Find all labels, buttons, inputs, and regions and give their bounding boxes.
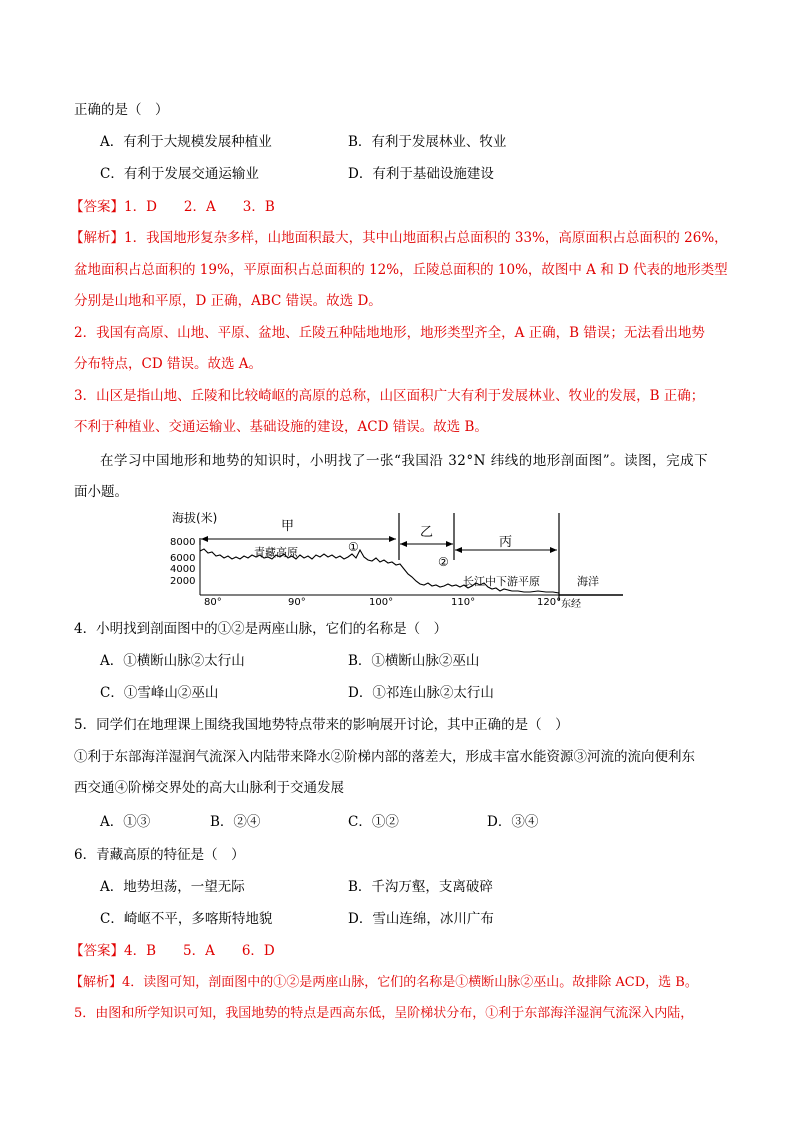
x-tick-label: 110° — [451, 597, 476, 608]
label-mountain-2: ② — [438, 555, 449, 569]
question-stem-tail: 正确的是（ ） — [74, 102, 169, 118]
intro-line: 在学习中国地形和地势的知识时，小明找了一张“我国沿 32°N 纬线的地形剖面图”。读图，完成下 — [100, 453, 709, 469]
x-axis-unit: 东经 — [561, 599, 581, 610]
question-5-body: 西交通④阶梯交界处的高大山脉利于交通发展 — [74, 780, 344, 796]
analysis-line: 2．我国有高原、山地、平原、盆地、丘陵五种陆地地形，地形类型齐全，A 正确，B 错误；无法看出地势 — [74, 325, 705, 341]
analysis-line: 【解析】1．我国地形复杂多样，山地面积最大，其中山地面积占总面积的 33%，高原面积占总面积的 26%， — [70, 230, 728, 246]
option-b: B．有利于发展林业、牧业 — [348, 134, 507, 150]
option-d: D．③④ — [487, 814, 539, 830]
analysis-line: 分布特点，CD 错误。故选 A。 — [74, 356, 262, 372]
option-b: B．千沟万壑，支离破碎 — [348, 879, 493, 895]
question-6-stem: 6．青藏高原的特征是（ ） — [74, 847, 245, 863]
arrow-head — [550, 547, 557, 553]
y-tick-label: 6000 — [170, 553, 196, 564]
label-plateau: 青藏高原 — [254, 546, 298, 559]
x-tick-label: 100° — [369, 597, 394, 608]
y-axis-label: 海拔(米) — [172, 511, 218, 525]
analysis-line: 5．由图和所学知识可知，我国地势的特点是西高东低，呈阶梯状分布，①利于东部海洋湿润气流深入内陆， — [74, 1006, 694, 1021]
option-c: C．有利于发展交通运输业 — [100, 166, 259, 182]
y-tick-label: 2000 — [170, 576, 196, 587]
question-5-body: ①利于东部海洋湿润气流深入内陆带来降水②阶梯内部的落差大，形成丰富水能资源③河流的流向便利东 — [74, 749, 695, 765]
option-d: D．有利于基础设施建设 — [348, 166, 494, 182]
answer-line: 【答案】1．D 2．A 3．B — [70, 199, 275, 215]
section-label-jia: 甲 — [281, 519, 295, 534]
option-c: C．①② — [348, 814, 399, 830]
question-4-stem: 4．小明找到剖面图中的①②是两座山脉，它们的名称是（ ） — [74, 621, 448, 637]
y-tick-label: 8000 — [170, 537, 196, 548]
option-b: B．②④ — [210, 814, 261, 830]
analysis-line: 3．山区是指山地、丘陵和比较崎岖的高原的总称，山区面积广大有利于发展林业、牧业的发展，B 正确； — [74, 388, 705, 404]
x-tick-label: 90° — [288, 597, 306, 608]
label-plain: 长江中下游平原 — [463, 575, 540, 588]
section-label-bing: 丙 — [499, 535, 513, 550]
option-d: D．①祁连山脉②太行山 — [348, 685, 494, 701]
option-a: A．①③ — [100, 814, 151, 830]
question-5-stem: 5．同学们在地理课上围绕我国地势特点带来的影响展开讨论，其中正确的是（ ） — [74, 717, 569, 733]
option-a: A．地势坦荡，一望无际 — [100, 879, 245, 895]
section-label-yi: 乙 — [420, 525, 434, 540]
option-d: D．雪山连绵，冰川广布 — [348, 911, 494, 927]
analysis-line: 盆地面积占总面积的 19%，平原面积占总面积的 12%，丘陵总面积的 10%，故图中 A 和 D 代表的地形类型 — [74, 262, 728, 278]
label-sea: 海洋 — [577, 575, 599, 588]
arrow-head — [389, 536, 396, 542]
label-mountain-1: ① — [348, 540, 359, 554]
analysis-line: 分别是山地和平原，D 正确，ABC 错误。故选 D。 — [74, 293, 382, 309]
arrow-head — [400, 541, 407, 547]
option-b: B．①横断山脉②巫山 — [348, 653, 480, 669]
terrain-profile-figure — [168, 505, 628, 610]
option-a: A．①横断山脉②太行山 — [100, 653, 245, 669]
analysis-line: 不利于种植业、交通运输业、基础设施的建设，ACD 错误。故选 B。 — [74, 419, 488, 435]
y-tick-label: 4000 — [170, 564, 196, 575]
analysis-line: 【解析】4．读图可知，剖面图中的①②是两座山脉，它们的名称是①横断山脉②巫山。故排除 ACD，选 B。 — [70, 975, 698, 990]
arrow-head — [201, 536, 208, 542]
arrow-head — [455, 547, 462, 553]
answer-line: 【答案】4．B 5．A 6．D — [70, 943, 275, 959]
option-a: A．有利于大规模发展种植业 — [100, 134, 272, 150]
x-tick-label: 120° — [537, 597, 562, 608]
option-c: C．①雪峰山②巫山 — [100, 685, 219, 701]
intro-line: 面小题。 — [74, 484, 128, 500]
option-c: C．崎岖不平，多喀斯特地貌 — [100, 911, 273, 927]
arrow-head — [446, 541, 453, 547]
x-tick-label: 80° — [204, 597, 222, 608]
